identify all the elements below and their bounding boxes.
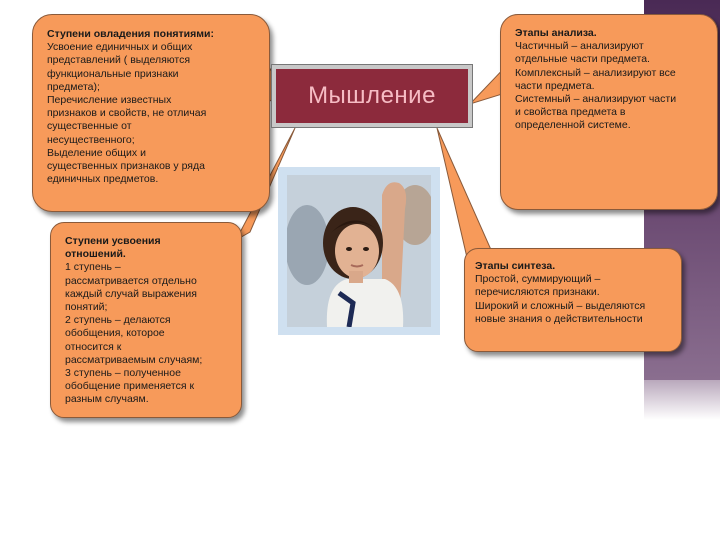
student-raising-hand-photo <box>287 175 431 327</box>
analysis-line: Системный – анализируют части <box>515 93 677 106</box>
concepts-line: представлений ( выделяются <box>47 54 191 67</box>
synthesis-line: новые знания о действительности <box>475 312 643 325</box>
analysis-line: Частичный – анализируют <box>515 40 644 53</box>
concepts-line: функциональные признаки <box>47 67 179 80</box>
concepts-line: Выделение общих и <box>47 146 146 159</box>
concepts-line: признаков и свойств, не отличая <box>47 107 207 120</box>
concepts-line: существенные от <box>47 120 132 133</box>
analysis-line: и свойства предмета в <box>515 106 626 119</box>
concepts-line: существенных признаков у ряда <box>47 160 205 173</box>
concepts-stages-callout <box>32 14 270 212</box>
synthesis-stages-callout <box>464 248 682 352</box>
synthesis-line: перечисляются признаки. <box>475 286 600 299</box>
relations-line: 1 ступень – <box>65 261 121 274</box>
photo-illustration <box>287 175 431 327</box>
synthesis-line: Широкий и сложный – выделяются <box>475 299 646 312</box>
relations-line: 2 ступень – делаются <box>65 314 171 327</box>
concepts-line: единичных предметов. <box>47 173 159 186</box>
relations-line: рассматривается отдельно <box>65 274 197 287</box>
synthesis-pointer <box>437 128 492 262</box>
concepts-line: предмета); <box>47 80 100 93</box>
relations-line: 3 ступень – полученное <box>65 367 181 380</box>
relations-stages-callout <box>50 222 242 418</box>
relations-line: понятий; <box>65 301 108 314</box>
relations-title: отношений. <box>65 248 126 261</box>
analysis-line: определенной системе. <box>515 119 631 132</box>
center-title: Мышление <box>308 82 436 109</box>
analysis-stages-callout <box>500 14 718 210</box>
relations-line: относится к <box>65 340 122 353</box>
concepts-title: Ступени овладения понятиями: <box>47 28 214 40</box>
analysis-line: Комплексный – анализируют все <box>515 66 676 79</box>
concepts-line: несущественного; <box>47 133 135 146</box>
center-title-box <box>272 65 472 127</box>
relations-line: обобщения, которое <box>65 327 165 340</box>
relations-title: Ступени усвоения <box>65 235 161 247</box>
relations-line: каждый случай выражения <box>65 287 197 300</box>
relations-line: обобщение применяется к <box>65 380 195 393</box>
analysis-title: Этапы анализа. <box>515 27 597 39</box>
concepts-line: Перечисление известных <box>47 94 172 107</box>
analysis-line: отдельные части предмета. <box>515 53 650 66</box>
synthesis-title: Этапы синтеза. <box>475 260 556 272</box>
photo-frame <box>278 167 440 335</box>
analysis-line: части предмета. <box>515 79 595 92</box>
synthesis-line: Простой, суммирующий – <box>475 273 601 286</box>
relations-line: разным случаям. <box>65 393 149 406</box>
concepts-line: Усвоение единичных и общих <box>47 41 193 54</box>
relations-line: рассматриваемым случаям; <box>65 353 203 366</box>
